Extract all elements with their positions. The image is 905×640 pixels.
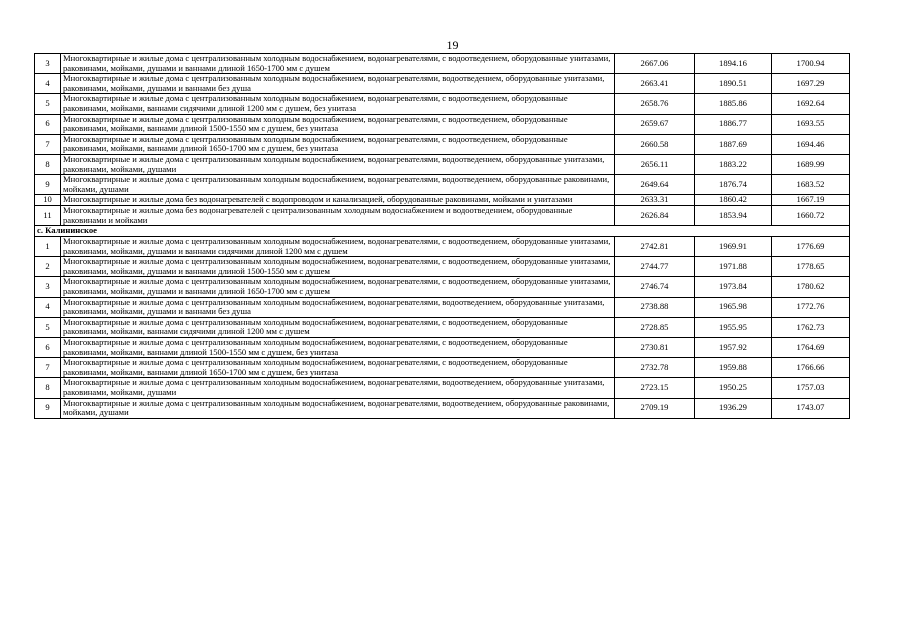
row-number: 2 [35, 257, 61, 277]
row-value-3: 1692.64 [772, 94, 850, 114]
row-description: Многоквартирные и жилые дома без водонагревателей с централизованным холодным водоснабжением и водоотведением, оборудованные раковинами и мойками [61, 205, 615, 225]
table-row [35, 94, 850, 114]
row-number: 3 [35, 54, 61, 74]
row-description: Многоквартирные и жилые дома с централизованным холодным водоснабжением, водонагревателями, водоотведением, оборудованные унитазами, раковинами, мойками, душами [61, 154, 615, 174]
row-number: 4 [35, 74, 61, 94]
page-number: 19 [446, 38, 459, 52]
row-description: Многоквартирные и жилые дома с централизованным холодным водоснабжением, водонагревателями, с водоотведением, оборудованные раковинами, мойками, ваннами длиной 1650-1700 мм с душем, без унитаза [61, 134, 615, 154]
row-value-2: 1860.42 [695, 195, 772, 206]
row-number: 4 [35, 297, 61, 317]
table-row [35, 277, 850, 297]
row-value-2: 1887.69 [695, 134, 772, 154]
row-value-3: 1780.62 [772, 277, 850, 297]
row-description: Многоквартирные и жилые дома с централизованным холодным водоснабжением, водонагревателями, с водоотведением, оборудованные раковинами, мойками, ваннами длиной 1500-1550 мм с душем, без унитаза [61, 338, 615, 358]
row-description: Многоквартирные и жилые дома с централизованным холодным водоснабжением, водонагревателями, с водоотведением, оборудованные унитазами, раковинами, мойками, душами и ваннами длиной 1650-1700 мм с душем [61, 277, 615, 297]
row-description: Многоквартирные и жилые дома с централизованным холодным водоснабжением, водонагревателями, водоотведением, оборудованные раковинами, мойками, душами [61, 398, 615, 418]
table-row [35, 54, 850, 74]
row-value-2: 1894.16 [695, 54, 772, 74]
row-value-1: 2746.74 [615, 277, 695, 297]
row-value-3: 1660.72 [772, 205, 850, 225]
table-body [35, 54, 850, 419]
row-value-2: 1955.95 [695, 317, 772, 337]
row-description: Многоквартирные и жилые дома с централизованным холодным водоснабжением, водонагревателями, с водоотведением, оборудованные унитазами, раковинами, мойками, душами и ваннами сидячими длиной 1200 мм с душем [61, 237, 615, 257]
table-row [35, 378, 850, 398]
row-value-2: 1936.29 [695, 398, 772, 418]
row-value-3: 1762.73 [772, 317, 850, 337]
row-value-2: 1957.92 [695, 338, 772, 358]
row-description: Многоквартирные и жилые дома с централизованным холодным водоснабжением, водонагревателями, водоотведением, оборудованные унитазами, раковинами, мойками, душами и ваннами без душа [61, 74, 615, 94]
row-value-3: 1697.29 [772, 74, 850, 94]
row-value-1: 2728.85 [615, 317, 695, 337]
table-row [35, 257, 850, 277]
row-number: 10 [35, 195, 61, 206]
tariff-table [34, 53, 850, 419]
row-number: 3 [35, 277, 61, 297]
row-value-1: 2663.41 [615, 74, 695, 94]
row-description: Многоквартирные и жилые дома с централизованным холодным водоснабжением, водонагревателями, с водоотведением, оборудованные унитазами, раковинами, мойками, душами и ваннами длиной 1650-1700 мм с душем [61, 54, 615, 74]
row-value-2: 1950.25 [695, 378, 772, 398]
row-value-2: 1973.84 [695, 277, 772, 297]
row-value-3: 1764.69 [772, 338, 850, 358]
row-description: Многоквартирные и жилые дома с централизованным холодным водоснабжением, водонагревателями, водоотведением, оборудованные унитазами, раковинами, мойками, душами [61, 378, 615, 398]
row-value-2: 1876.74 [695, 175, 772, 195]
row-value-1: 2633.31 [615, 195, 695, 206]
row-description: Многоквартирные и жилые дома без водонагревателей с водопроводом и канализацией, оборудованные раковинами, мойками и унитазами [61, 195, 615, 206]
row-value-3: 1757.03 [772, 378, 850, 398]
row-value-2: 1883.22 [695, 154, 772, 174]
table-row [35, 358, 850, 378]
row-number: 8 [35, 378, 61, 398]
row-value-3: 1772.76 [772, 297, 850, 317]
table-row [35, 154, 850, 174]
row-number: 1 [35, 237, 61, 257]
table-row [35, 74, 850, 94]
row-value-1: 2649.64 [615, 175, 695, 195]
row-value-2: 1959.88 [695, 358, 772, 378]
row-number: 5 [35, 94, 61, 114]
row-number: 7 [35, 134, 61, 154]
row-description: Многоквартирные и жилые дома с централизованным холодным водоснабжением, водонагревателями, с водоотведением, оборудованные раковинами, мойками, ваннами длиной 1500-1550 мм с душем, без унитаза [61, 114, 615, 134]
row-value-1: 2658.76 [615, 94, 695, 114]
row-value-2: 1965.98 [695, 297, 772, 317]
row-value-3: 1700.94 [772, 54, 850, 74]
table-row [35, 398, 850, 418]
row-number: 9 [35, 175, 61, 195]
row-number: 8 [35, 154, 61, 174]
row-number: 6 [35, 338, 61, 358]
row-value-3: 1743.07 [772, 398, 850, 418]
row-value-2: 1853.94 [695, 205, 772, 225]
row-value-2: 1885.86 [695, 94, 772, 114]
table-row [35, 205, 850, 225]
row-number: 7 [35, 358, 61, 378]
row-value-1: 2656.11 [615, 154, 695, 174]
row-description: Многоквартирные и жилые дома с централизованным холодным водоснабжением, водонагревателями, с водоотведением, оборудованные унитазами, раковинами, мойками, душами и ваннами длиной 1500-1550 мм с душем [61, 257, 615, 277]
row-value-1: 2730.81 [615, 338, 695, 358]
row-value-1: 2660.58 [615, 134, 695, 154]
row-number: 5 [35, 317, 61, 337]
row-value-1: 2626.84 [615, 205, 695, 225]
table-row [35, 317, 850, 337]
table-row [35, 134, 850, 154]
row-number: 11 [35, 205, 61, 225]
row-value-2: 1969.91 [695, 237, 772, 257]
row-description: Многоквартирные и жилые дома с централизованным холодным водоснабжением, водонагревателями, водоотведением, оборудованные унитазами, раковинами, мойками, душами и ваннами без душа [61, 297, 615, 317]
row-number: 9 [35, 398, 61, 418]
row-value-3: 1766.66 [772, 358, 850, 378]
table-row [35, 297, 850, 317]
row-value-1: 2732.78 [615, 358, 695, 378]
row-description: Многоквартирные и жилые дома с централизованным холодным водоснабжением, водонагревателями, с водоотведением, оборудованные раковинами, мойками, ваннами длиной 1650-1700 мм с душем, без унитаза [61, 358, 615, 378]
row-description: Многоквартирные и жилые дома с централизованным холодным водоснабжением, водонагревателями, с водоотведением, оборудованные раковинами, мойками, ваннами сидячими длиной 1200 мм с душем, без унитаза [61, 94, 615, 114]
row-value-1: 2659.67 [615, 114, 695, 134]
row-value-1: 2667.06 [615, 54, 695, 74]
table-row [35, 195, 850, 206]
table-row [35, 175, 850, 195]
row-value-1: 2742.81 [615, 237, 695, 257]
row-value-2: 1886.77 [695, 114, 772, 134]
row-value-1: 2723.15 [615, 378, 695, 398]
row-value-1: 2744.77 [615, 257, 695, 277]
row-description: Многоквартирные и жилые дома с централизованным холодным водоснабжением, водонагревателями, водоотведением, оборудованные раковинами, мойками, душами [61, 175, 615, 195]
row-value-1: 2709.19 [615, 398, 695, 418]
row-value-3: 1693.55 [772, 114, 850, 134]
row-description: Многоквартирные и жилые дома с централизованным холодным водоснабжением, водонагревателями, с водоотведением, оборудованные раковинами, мойками, ваннами сидячими длиной 1200 мм с душем [61, 317, 615, 337]
row-value-1: 2738.88 [615, 297, 695, 317]
row-number: 6 [35, 114, 61, 134]
section-header-row [35, 226, 850, 237]
table-row [35, 237, 850, 257]
row-value-2: 1890.51 [695, 74, 772, 94]
row-value-3: 1776.69 [772, 237, 850, 257]
row-value-3: 1694.46 [772, 134, 850, 154]
table-row [35, 114, 850, 134]
row-value-3: 1683.52 [772, 175, 850, 195]
row-value-3: 1689.99 [772, 154, 850, 174]
table-row [35, 338, 850, 358]
row-value-2: 1971.88 [695, 257, 772, 277]
row-value-3: 1778.65 [772, 257, 850, 277]
section-title: с. Калининское [35, 226, 850, 237]
row-value-3: 1667.19 [772, 195, 850, 206]
